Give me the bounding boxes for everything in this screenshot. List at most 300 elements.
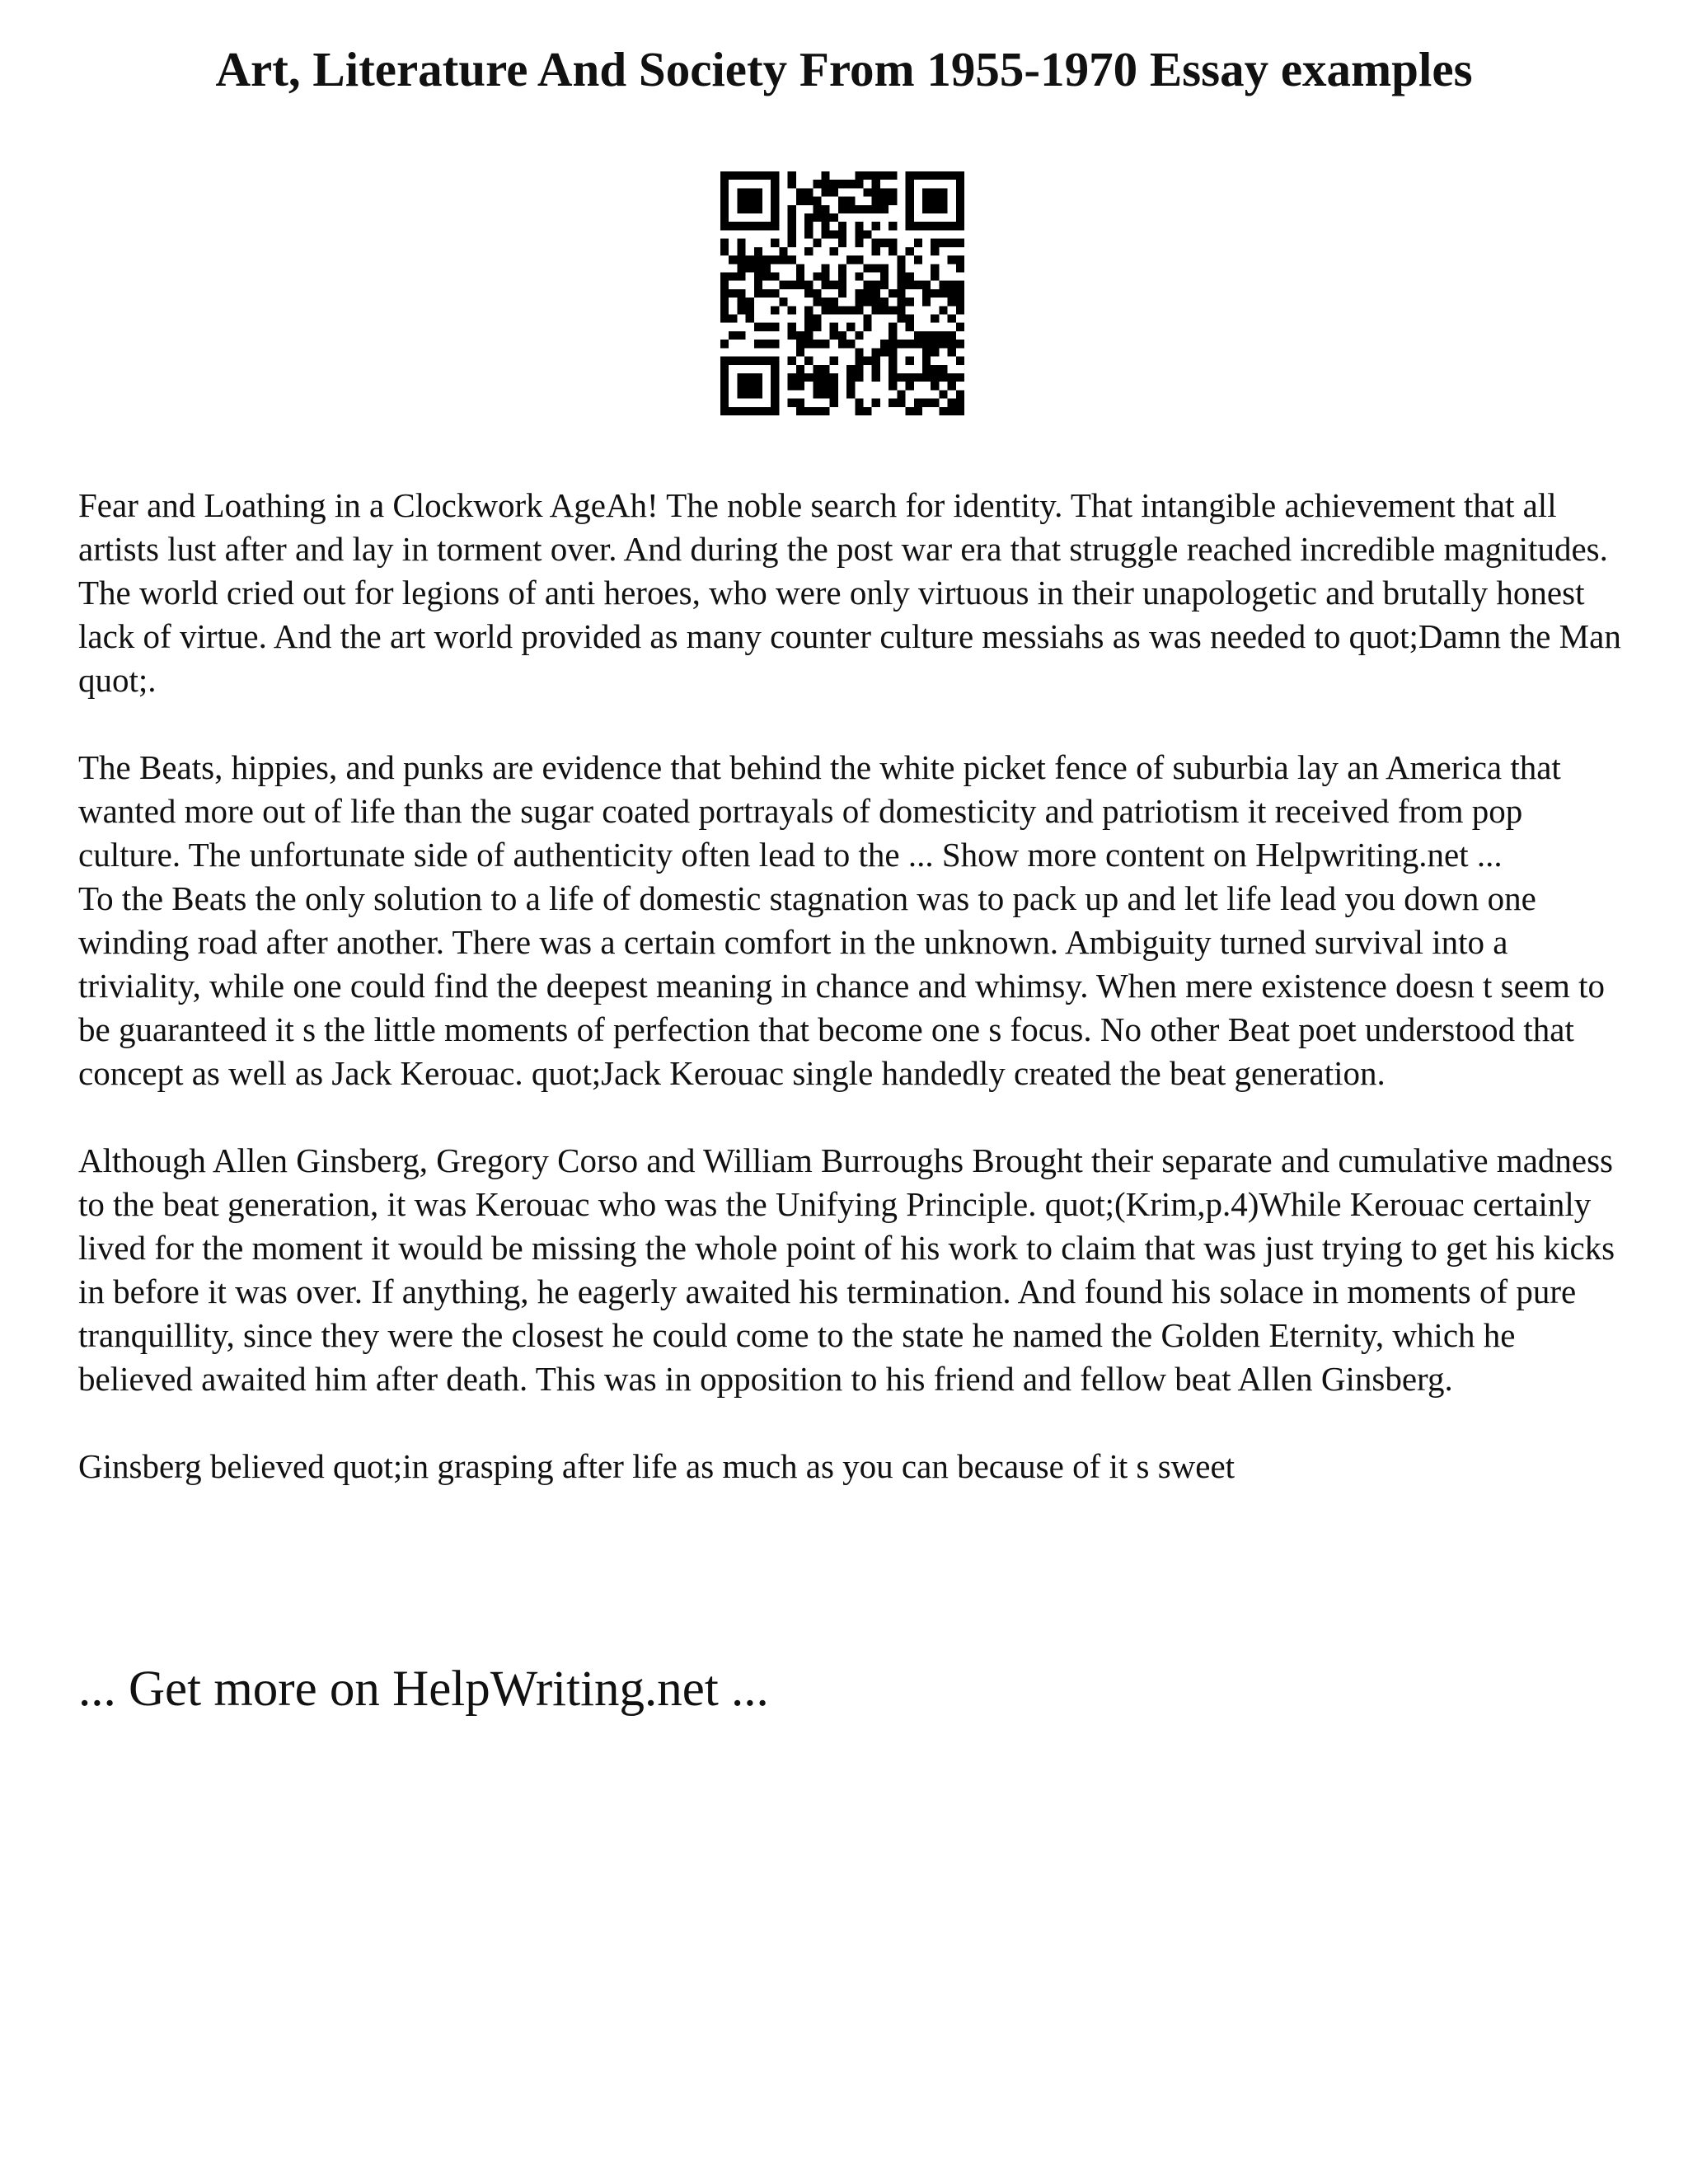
qr-module bbox=[956, 213, 964, 222]
qr-module bbox=[956, 197, 964, 205]
qr-module bbox=[771, 213, 779, 222]
qr-module bbox=[737, 255, 745, 264]
qr-module bbox=[796, 331, 804, 340]
qr-module bbox=[931, 171, 939, 180]
qr-module bbox=[880, 197, 889, 205]
qr-module bbox=[720, 399, 729, 407]
qr-module bbox=[948, 281, 956, 289]
qr-module bbox=[906, 213, 914, 222]
qr-module bbox=[821, 407, 829, 415]
qr-module bbox=[796, 399, 804, 407]
qr-module bbox=[864, 323, 872, 331]
qr-module bbox=[771, 357, 779, 365]
qr-module bbox=[754, 171, 762, 180]
qr-module bbox=[872, 281, 880, 289]
qr-module bbox=[771, 272, 779, 280]
qr-module bbox=[788, 255, 796, 264]
qr-module bbox=[779, 255, 787, 264]
qr-module bbox=[931, 205, 939, 213]
qr-module bbox=[864, 205, 872, 213]
qr-module bbox=[914, 281, 922, 289]
qr-module bbox=[746, 306, 754, 314]
qr-module bbox=[906, 407, 914, 415]
qr-module bbox=[754, 205, 762, 213]
qr-module bbox=[830, 373, 838, 382]
qr-module bbox=[931, 382, 939, 390]
qr-module bbox=[855, 357, 863, 365]
qr-module bbox=[813, 340, 821, 348]
qr-module bbox=[729, 289, 737, 298]
qr-module bbox=[838, 289, 846, 298]
qr-module bbox=[804, 323, 813, 331]
paragraph-gap bbox=[78, 702, 1628, 746]
qr-module bbox=[948, 298, 956, 306]
qr-module bbox=[897, 340, 905, 348]
qr-module bbox=[939, 390, 947, 398]
qr-module bbox=[821, 298, 829, 306]
qr-module bbox=[956, 264, 964, 272]
qr-module bbox=[771, 373, 779, 382]
qr-module bbox=[838, 205, 846, 213]
qr-module bbox=[939, 365, 947, 373]
qr-module bbox=[880, 264, 889, 272]
qr-module bbox=[796, 197, 804, 205]
qr-module bbox=[956, 205, 964, 213]
qr-module bbox=[872, 264, 880, 272]
qr-module bbox=[939, 289, 947, 298]
qr-module bbox=[754, 407, 762, 415]
qr-module bbox=[855, 180, 863, 188]
qr-module bbox=[771, 255, 779, 264]
qr-module bbox=[855, 348, 863, 356]
qr-module bbox=[788, 306, 796, 314]
qr-module bbox=[897, 272, 905, 280]
qr-module bbox=[939, 222, 947, 230]
qr-module bbox=[821, 171, 829, 180]
qr-module bbox=[872, 247, 880, 255]
qr-module bbox=[737, 306, 745, 314]
qr-module bbox=[948, 407, 956, 415]
qr-module bbox=[846, 340, 855, 348]
qr-module bbox=[796, 382, 804, 390]
qr-module bbox=[771, 222, 779, 230]
qr-module bbox=[889, 171, 897, 180]
qr-module bbox=[796, 272, 804, 280]
qr-module bbox=[956, 357, 964, 365]
qr-module bbox=[720, 357, 729, 365]
qr-module bbox=[788, 373, 796, 382]
qr-module bbox=[864, 289, 872, 298]
qr-module bbox=[855, 298, 863, 306]
qr-module bbox=[779, 247, 787, 255]
qr-module bbox=[914, 222, 922, 230]
qr-module bbox=[830, 230, 838, 238]
qr-module bbox=[821, 230, 829, 238]
qr-module bbox=[855, 222, 863, 230]
qr-module bbox=[846, 197, 855, 205]
qr-module bbox=[939, 331, 947, 340]
qr-module bbox=[846, 306, 855, 314]
qr-module bbox=[872, 188, 880, 196]
qr-module bbox=[838, 180, 846, 188]
qr-module bbox=[922, 399, 931, 407]
qr-module bbox=[939, 340, 947, 348]
qr-module bbox=[864, 188, 872, 196]
qr-module bbox=[788, 357, 796, 365]
paragraph-1: Fear and Loathing in a Clockwork AgeAh! The noble search for identity. That intangible achievement that all artists lust after and lay in torment over. And during the post war era that struggle reached incredible magnitudes. The world cried out for legions of anti heroes, who were only virtuous in their unapologetic and brutally honest lack of virtue. And the art world provided as many counter culture messiahs as was needed to quot;Damn the Man quot;. bbox=[78, 486, 1621, 699]
qr-module bbox=[906, 272, 914, 280]
qr-module bbox=[931, 272, 939, 280]
get-more-link[interactable]: ... Get more on HelpWriting.net ... bbox=[78, 1661, 769, 1717]
qr-module bbox=[855, 272, 863, 280]
qr-module bbox=[872, 365, 880, 373]
qr-module bbox=[813, 289, 821, 298]
qr-module bbox=[897, 281, 905, 289]
qr-module bbox=[948, 315, 956, 323]
qr-module bbox=[813, 205, 821, 213]
qr-module bbox=[931, 264, 939, 272]
qr-module bbox=[931, 365, 939, 373]
qr-module bbox=[771, 382, 779, 390]
qr-module bbox=[872, 399, 880, 407]
qr-module bbox=[906, 298, 914, 306]
qr-module bbox=[855, 289, 863, 298]
qr-module bbox=[788, 180, 796, 188]
qr-module bbox=[746, 188, 754, 196]
qr-module bbox=[914, 373, 922, 382]
qr-module bbox=[864, 357, 872, 365]
qr-module bbox=[906, 382, 914, 390]
qr-module bbox=[906, 222, 914, 230]
qr-module bbox=[796, 407, 804, 415]
qr-module bbox=[746, 171, 754, 180]
qr-module bbox=[931, 188, 939, 196]
qr-module bbox=[762, 272, 771, 280]
qr-module bbox=[813, 315, 821, 323]
qr-module bbox=[737, 331, 745, 340]
qr-module bbox=[956, 373, 964, 382]
qr-module bbox=[729, 255, 737, 264]
qr-module bbox=[788, 230, 796, 238]
qr-module bbox=[889, 247, 897, 255]
qr-module bbox=[906, 171, 914, 180]
qr-module bbox=[804, 373, 813, 382]
qr-module bbox=[922, 289, 931, 298]
qr-module bbox=[897, 306, 905, 314]
qr-module bbox=[931, 247, 939, 255]
qr-module bbox=[788, 323, 796, 331]
qr-module bbox=[956, 289, 964, 298]
qr-module bbox=[906, 373, 914, 382]
qr-module bbox=[788, 239, 796, 247]
qr-module bbox=[956, 340, 964, 348]
qr-module bbox=[931, 331, 939, 340]
qr-module bbox=[737, 298, 745, 306]
qr-code-graphic bbox=[720, 171, 964, 415]
qr-module bbox=[821, 390, 829, 398]
qr-module bbox=[855, 365, 863, 373]
qr-module bbox=[830, 390, 838, 398]
qr-module bbox=[821, 382, 829, 390]
qr-module bbox=[754, 357, 762, 365]
qr-module bbox=[720, 171, 729, 180]
qr-module bbox=[746, 373, 754, 382]
qr-module bbox=[939, 407, 947, 415]
qr-module bbox=[779, 298, 787, 306]
qr-module bbox=[864, 407, 872, 415]
qr-module bbox=[939, 306, 947, 314]
qr-module bbox=[931, 315, 939, 323]
qr-module bbox=[846, 255, 855, 264]
qr-module bbox=[796, 365, 804, 373]
qr-module bbox=[948, 222, 956, 230]
qr-module bbox=[914, 340, 922, 348]
qr-module bbox=[804, 357, 813, 365]
qr-module bbox=[830, 357, 838, 365]
qr-module bbox=[754, 188, 762, 196]
qr-module bbox=[906, 205, 914, 213]
qr-module bbox=[880, 272, 889, 280]
qr-module bbox=[855, 205, 863, 213]
qr-module bbox=[796, 188, 804, 196]
qr-module bbox=[830, 180, 838, 188]
qr-module bbox=[830, 399, 838, 407]
qr-module bbox=[864, 281, 872, 289]
qr-module bbox=[788, 382, 796, 390]
qr-module bbox=[880, 239, 889, 247]
qr-module bbox=[939, 373, 947, 382]
qr-module bbox=[821, 180, 829, 188]
qr-module bbox=[821, 264, 829, 272]
qr-module bbox=[880, 171, 889, 180]
paragraph-2: The Beats, hippies, and punks are evidence that behind the white picket fence of suburbia lay an America that wanted more out of life than the sugar coated portrayals of domesticity and patriotism it received from pop culture. The unfortunate side of authenticity often lead to the ... Show more content on Helpwriting.net ... bbox=[78, 748, 1561, 874]
qr-module bbox=[720, 289, 729, 298]
qr-module bbox=[864, 298, 872, 306]
qr-module bbox=[771, 180, 779, 188]
qr-module bbox=[771, 407, 779, 415]
qr-module bbox=[897, 315, 905, 323]
qr-module bbox=[830, 213, 838, 222]
qr-module bbox=[889, 399, 897, 407]
qr-module bbox=[813, 197, 821, 205]
qr-module bbox=[720, 306, 729, 314]
qr-module bbox=[754, 340, 762, 348]
qr-module bbox=[948, 171, 956, 180]
qr-module bbox=[754, 390, 762, 398]
qr-module bbox=[754, 255, 762, 264]
qr-module bbox=[804, 188, 813, 196]
qr-module bbox=[880, 281, 889, 289]
qr-module bbox=[872, 239, 880, 247]
qr-module bbox=[956, 180, 964, 188]
qr-module bbox=[737, 264, 745, 272]
qr-module bbox=[813, 298, 821, 306]
qr-module bbox=[948, 348, 956, 356]
qr-module bbox=[720, 315, 729, 323]
qr-module bbox=[762, 255, 771, 264]
qr-module bbox=[804, 407, 813, 415]
qr-module bbox=[762, 323, 771, 331]
qr-module bbox=[737, 247, 745, 255]
qr-module bbox=[956, 390, 964, 398]
qr-module bbox=[754, 373, 762, 382]
qr-module bbox=[720, 180, 729, 188]
qr-module bbox=[729, 407, 737, 415]
qr-module bbox=[889, 348, 897, 356]
qr-module bbox=[872, 298, 880, 306]
qr-module bbox=[846, 180, 855, 188]
qr-module bbox=[779, 281, 787, 289]
qr-module bbox=[889, 239, 897, 247]
qr-module bbox=[939, 239, 947, 247]
qr-module bbox=[762, 171, 771, 180]
qr-module bbox=[754, 382, 762, 390]
qr-module bbox=[872, 180, 880, 188]
qr-module bbox=[813, 272, 821, 280]
qr-module bbox=[956, 323, 964, 331]
qr-module bbox=[922, 331, 931, 340]
qr-module bbox=[813, 365, 821, 373]
qr-module bbox=[720, 298, 729, 306]
qr-module bbox=[956, 298, 964, 306]
qr-module bbox=[906, 247, 914, 255]
qr-module bbox=[729, 171, 737, 180]
qr-module bbox=[746, 382, 754, 390]
qr-module bbox=[771, 340, 779, 348]
qr-module bbox=[720, 213, 729, 222]
qr-module bbox=[846, 365, 855, 373]
qr-module bbox=[804, 306, 813, 314]
qr-module bbox=[746, 407, 754, 415]
qr-module bbox=[906, 357, 914, 365]
qr-module bbox=[889, 365, 897, 373]
qr-module bbox=[796, 373, 804, 382]
qr-module bbox=[804, 340, 813, 348]
qr-module bbox=[771, 289, 779, 298]
qr-module bbox=[720, 390, 729, 398]
qr-module bbox=[906, 197, 914, 205]
qr-module bbox=[720, 340, 729, 348]
qr-module bbox=[729, 222, 737, 230]
qr-module bbox=[922, 205, 931, 213]
qr-module bbox=[796, 340, 804, 348]
qr-module bbox=[914, 239, 922, 247]
qr-module bbox=[737, 289, 745, 298]
qr-module bbox=[855, 230, 863, 238]
qr-module bbox=[737, 188, 745, 196]
qr-module bbox=[855, 171, 863, 180]
qr-module bbox=[872, 205, 880, 213]
qr-module bbox=[864, 315, 872, 323]
qr-module bbox=[813, 390, 821, 398]
qr-module bbox=[720, 222, 729, 230]
qr-module bbox=[771, 365, 779, 373]
qr-module bbox=[720, 197, 729, 205]
qr-module bbox=[754, 289, 762, 298]
qr-module bbox=[939, 171, 947, 180]
qr-module bbox=[846, 323, 855, 331]
qr-module bbox=[754, 281, 762, 289]
qr-module bbox=[922, 197, 931, 205]
qr-module bbox=[830, 323, 838, 331]
qr-module bbox=[956, 171, 964, 180]
qr-module bbox=[956, 222, 964, 230]
qr-module bbox=[737, 239, 745, 247]
qr-module bbox=[864, 171, 872, 180]
qr-module bbox=[956, 255, 964, 264]
qr-module bbox=[771, 205, 779, 213]
qr-module bbox=[838, 281, 846, 289]
essay-body bbox=[78, 484, 1628, 1488]
qr-module bbox=[804, 289, 813, 298]
qr-module bbox=[948, 289, 956, 298]
qr-module bbox=[872, 357, 880, 365]
qr-module bbox=[813, 323, 821, 331]
qr-module bbox=[948, 255, 956, 264]
qr-module bbox=[872, 348, 880, 356]
qr-code-icon[interactable] bbox=[720, 171, 964, 415]
qr-module bbox=[796, 264, 804, 272]
qr-module bbox=[922, 373, 931, 382]
qr-module bbox=[838, 230, 846, 238]
qr-module bbox=[830, 298, 838, 306]
qr-module bbox=[821, 365, 829, 373]
qr-module bbox=[838, 331, 846, 340]
paragraph-gap bbox=[78, 1401, 1628, 1445]
qr-module bbox=[872, 197, 880, 205]
qr-module bbox=[821, 306, 829, 314]
qr-module bbox=[796, 348, 804, 356]
qr-module bbox=[788, 222, 796, 230]
qr-module bbox=[821, 373, 829, 382]
qr-module bbox=[746, 222, 754, 230]
qr-module bbox=[880, 306, 889, 314]
qr-module bbox=[906, 340, 914, 348]
qr-module bbox=[746, 197, 754, 205]
qr-module bbox=[720, 205, 729, 213]
qr-module bbox=[762, 222, 771, 230]
qr-module bbox=[788, 213, 796, 222]
qr-module bbox=[737, 357, 745, 365]
qr-module bbox=[813, 382, 821, 390]
qr-module bbox=[956, 281, 964, 289]
qr-module bbox=[948, 399, 956, 407]
qr-module bbox=[889, 323, 897, 331]
qr-module bbox=[746, 390, 754, 398]
qr-module bbox=[830, 247, 838, 255]
qr-module bbox=[813, 407, 821, 415]
qr-module bbox=[931, 348, 939, 356]
qr-module bbox=[889, 197, 897, 205]
qr-module bbox=[880, 348, 889, 356]
qr-module bbox=[762, 264, 771, 272]
qr-module bbox=[746, 298, 754, 306]
qr-module bbox=[855, 331, 863, 340]
qr-module bbox=[821, 188, 829, 196]
qr-module bbox=[931, 399, 939, 407]
qr-module bbox=[762, 407, 771, 415]
qr-module bbox=[889, 188, 897, 196]
qr-module bbox=[914, 399, 922, 407]
qr-module bbox=[804, 222, 813, 230]
qr-module bbox=[922, 365, 931, 373]
qr-module bbox=[804, 281, 813, 289]
qr-module bbox=[737, 171, 745, 180]
qr-module bbox=[821, 272, 829, 280]
qr-module bbox=[762, 340, 771, 348]
qr-module bbox=[897, 390, 905, 398]
qr-module bbox=[729, 357, 737, 365]
